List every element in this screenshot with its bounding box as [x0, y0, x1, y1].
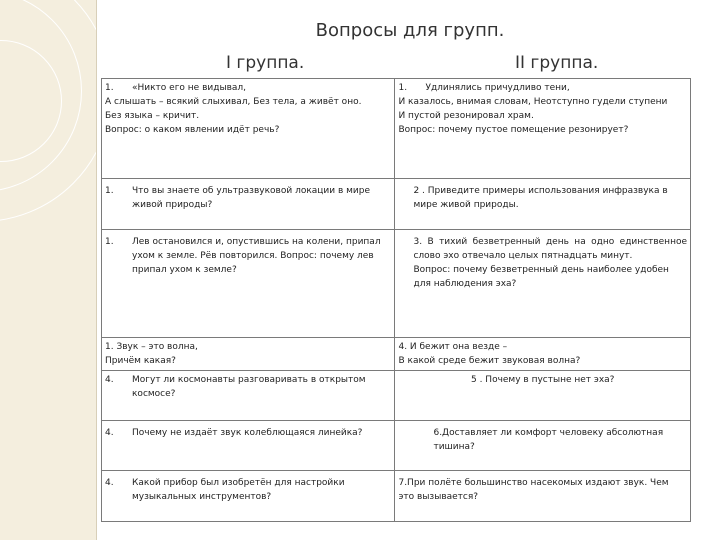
question-6-group-1 [105, 426, 391, 440]
question-line: Вопрос: о каком явлении идёт речь? [105, 125, 280, 135]
table-cell [102, 230, 395, 338]
table-cell [395, 338, 691, 371]
table-cell [102, 179, 395, 230]
table-row [102, 230, 691, 338]
question-number: 1. [398, 83, 408, 93]
slide-title: Вопросы для групп. [315, 20, 505, 41]
question-text: Удлинялись причудливо тени, [425, 83, 570, 93]
question-3-group-2-question: Вопрос: почему безветренный день наиболее удобен для наблюдения эха? [413, 265, 669, 289]
question-2-group-1 [105, 184, 391, 212]
group-2-heading: II группа. [515, 53, 599, 73]
table-row [102, 371, 691, 421]
question-number: 4. [105, 478, 114, 488]
table-row [102, 338, 691, 371]
table-cell [395, 230, 691, 338]
table-cell [102, 371, 395, 421]
question-7-group-2: 7.При полёте большинство насекомых издают звук. Чем это вызывается? [398, 478, 669, 502]
table-cell [102, 79, 395, 179]
question-line: В какой среде бежит звуковая волна? [398, 356, 581, 366]
question-6-group-2: 6.Доставляет ли комфорт человеку абсолютная тишина? [433, 428, 664, 452]
question-number: 1. [105, 237, 114, 247]
table-cell [102, 471, 395, 522]
group-1-heading: I группа. [226, 53, 305, 73]
table-cell [395, 179, 691, 230]
question-7-group-1 [105, 476, 391, 504]
question-text: Почему не издаёт звук колеблющаяся линейка? [132, 428, 363, 438]
question-number: 1. [105, 186, 114, 196]
question-text: «Никто его не видывал, [132, 83, 246, 93]
question-1-group-1 [105, 81, 391, 95]
question-line: И пустой резонировал храм. [398, 111, 534, 121]
table-row [102, 471, 691, 522]
question-line: 4. И бежит она везде – [398, 342, 508, 352]
table-cell [102, 421, 395, 471]
question-5-group-1 [105, 373, 391, 401]
question-line: А слышать – всякий слыхивал, Без тела, а живёт оно. [105, 97, 362, 107]
table-cell [395, 421, 691, 471]
question-text: Лев остановился и, опустившись на колени, припал ухом к земле. Рёв повторился. Вопрос: почему лев припал ухом к земле? [132, 237, 381, 275]
table-row [102, 79, 691, 179]
decorative-sidebar [0, 0, 96, 540]
question-line: 1. Звук – это волна, [105, 342, 198, 352]
table-row [102, 179, 691, 230]
question-line: Вопрос: почему пустое помещение резонирует? [398, 125, 629, 135]
question-text: Могут ли космонавты разговаривать в открытом космосе? [132, 375, 366, 399]
questions-table [101, 78, 691, 522]
question-1-group-2 [398, 81, 687, 95]
question-number: 1. [105, 83, 114, 93]
question-line: Причём какая? [105, 356, 176, 366]
question-text: Что вы знаете об ультразвуковой локации в мире живой природы? [132, 186, 371, 210]
question-text: Какой прибор был изобретён для настройки музыкальных инструментов? [132, 478, 345, 502]
question-2-group-2: 2 . Приведите примеры использования инфразвука в мире живой природы. [413, 186, 668, 210]
table-cell [395, 79, 691, 179]
question-line: Без языка – кричит. [105, 111, 200, 121]
table-row [102, 421, 691, 471]
question-5-group-2: 5 . Почему в пустыне нет эха? [471, 375, 615, 385]
table-cell [395, 371, 691, 421]
table-cell [395, 471, 691, 522]
question-3-group-2: 3. В тихий безветренный день на одно единственное слово эхо отвечало целых пятнадцать минут. [413, 237, 687, 261]
sidebar-divider [96, 0, 97, 540]
question-3-group-1 [105, 235, 391, 277]
question-number: 4. [105, 428, 114, 438]
table-cell [102, 338, 395, 371]
question-number: 4. [105, 375, 114, 385]
question-line: И казалось, внимая словам, Неотступно гудели ступени [398, 97, 668, 107]
